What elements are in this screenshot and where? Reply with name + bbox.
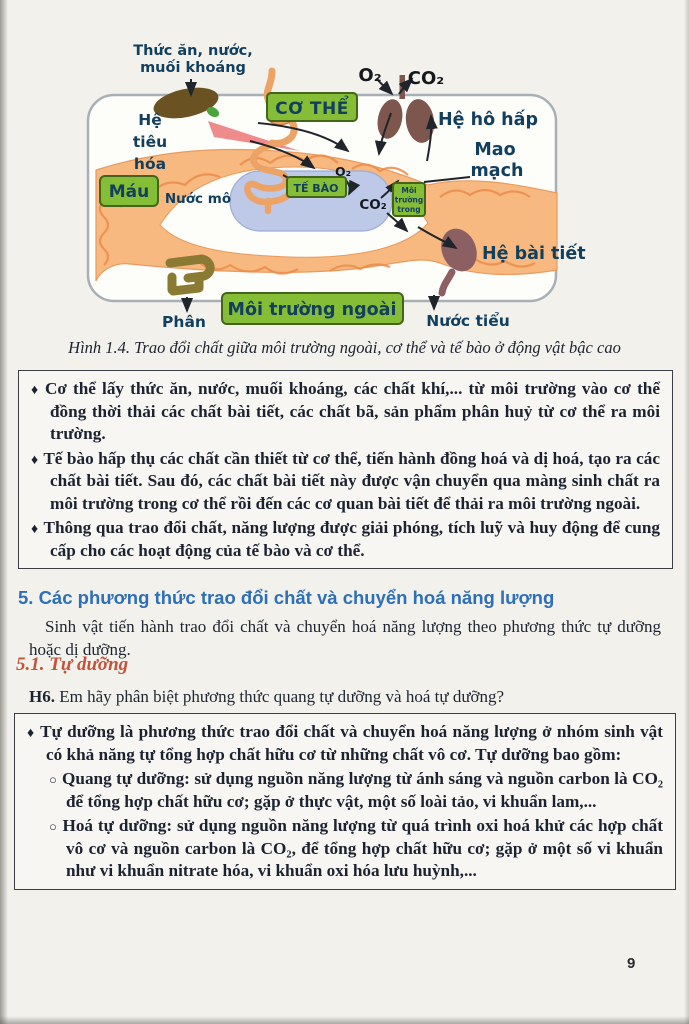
sub-list-item-text: Quang tự dưỡng: sử dụng nguồn năng lượng từ ánh sáng và nguồn carbon là CO₂ để tổng hợp chất hữu cơ; gặp ở thực vật, một số loài tảo, vi khuẩn lam,... — [62, 769, 664, 811]
figure-caption: Hình 1.4. Trao đổi chất giữa môi trường ngoài, cơ thể và tế bào ở động vật bậc cao — [68, 338, 621, 357]
food-label-line2: muối khoáng — [140, 60, 246, 76]
internal-env-label-line3: trong — [397, 205, 421, 214]
circle-bullet-icon: ○ — [49, 819, 58, 835]
question-text: Em hãy phân biệt phương thức quang tự dưỡng và hoá tự dưỡng? — [59, 687, 505, 706]
internal-env-label-line2: trường — [394, 195, 424, 205]
list-item — [31, 448, 660, 516]
o2-inner-label: O₂ — [334, 164, 352, 179]
summary-box-autotrophy — [14, 713, 676, 890]
list-item — [31, 517, 660, 562]
feces-label: Phân — [162, 313, 206, 331]
o2-top-label: O₂ — [358, 65, 382, 86]
question-label: H6. — [29, 687, 55, 706]
external-env-label: Môi trường ngoài — [227, 300, 397, 320]
list-item-text: Cơ thể lấy thức ăn, nước, muối khoáng, các chất khí,... từ môi trường vào cơ thể đồng thời thải các chất bài tiết, các chất bã, sản phẩm phân huỷ từ cơ thể ra môi trường. — [44, 379, 660, 444]
excretory-system-label: Hệ bài tiết — [482, 244, 586, 264]
figure-1-4-diagram — [0, 35, 689, 340]
intro-paragraph: Sinh vật tiến hành trao đổi chất và chuyển hoá năng lượng theo phương thức tự dưỡng hoặc dị dưỡng. — [29, 617, 661, 659]
scan-shadow-right — [684, 0, 689, 1024]
list-item — [27, 721, 663, 766]
diamond-bullet-icon: ♦ — [31, 522, 39, 538]
sub-list-item — [49, 815, 663, 883]
tissue-fluid-label: Nước mô — [164, 191, 232, 207]
sub-list-item-text: Hoá tự dưỡng: sử dụng nguồn năng lượng từ quá trình oxi hoá khử các hợp chất vô cơ và nguồn carbon là CO₂, để tổng hợp chất hữu cơ; gặp ở một số vi khuẩn như vi khuẩn nitrate hóa, vi khuẩn oxi hóa lưu huỳnh,... — [62, 816, 663, 881]
subsection-heading-5-1: 5.1. Tự dưỡng — [16, 654, 129, 675]
page-number: 9 — [627, 955, 636, 972]
respiratory-system-label: Hệ hô hấp — [438, 110, 538, 130]
scan-shadow-left — [0, 0, 8, 1024]
list-item-text: Tự dưỡng là phương thức trao đổi chất và chuyển hoá năng lượng ở nhóm sinh vật có khả năng tự tổng hợp chất hữu cơ từ những chất vô cơ. Tự dưỡng bao gồm: — [40, 722, 663, 764]
capillary-label-line2: mạch — [470, 161, 524, 181]
sub-list-item — [49, 768, 663, 813]
diamond-bullet-icon: ♦ — [31, 383, 40, 398]
urine-label: Nước tiểu — [426, 312, 510, 330]
question-h6 — [29, 687, 661, 707]
list-item — [31, 378, 660, 446]
co2-inner-label: CO₂ — [359, 197, 387, 213]
cell-label: TẾ BÀO — [293, 182, 339, 195]
section-heading-5: 5. Các phương thức trao đổi chất và chuyển hoá năng lượng — [18, 587, 555, 608]
diamond-bullet-icon: ♦ — [27, 726, 36, 741]
digestive-label-line2: tiêu — [132, 133, 168, 151]
co2-top-label: CO₂ — [407, 68, 445, 89]
capillary-label-line1: Mao — [474, 140, 516, 160]
body-label: CƠ THỂ — [275, 99, 349, 119]
internal-env-label-line1: Môi — [401, 186, 417, 195]
diamond-bullet-icon: ♦ — [31, 452, 39, 468]
summary-box-metabolism — [18, 370, 673, 569]
list-item-text: Tế bào hấp thụ các chất cần thiết từ cơ thể, tiến hành đồng hoá và dị hoá, tạo ra các chất bài tiết. Sau đó, các chất bài tiết này được vận chuyển qua màng sinh chất ra môi trường trong cơ thể rồi đến các cơ quan bài tiết để thải ra môi trường ngoài. — [43, 448, 660, 513]
scan-shadow-bottom — [0, 1016, 689, 1024]
digestive-label-line3: hóa — [133, 155, 167, 173]
blood-label: Máu — [108, 182, 150, 202]
digestive-label-line1: Hệ — [138, 111, 162, 129]
food-label-line1: Thức ăn, nước, — [133, 43, 253, 59]
circle-bullet-icon: ○ — [49, 772, 58, 788]
list-item-text: Thông qua trao đổi chất, năng lượng được giải phóng, tích luỹ và huy động để cung cấp cho các hoạt động của tế bào và cơ thể. — [43, 518, 660, 560]
